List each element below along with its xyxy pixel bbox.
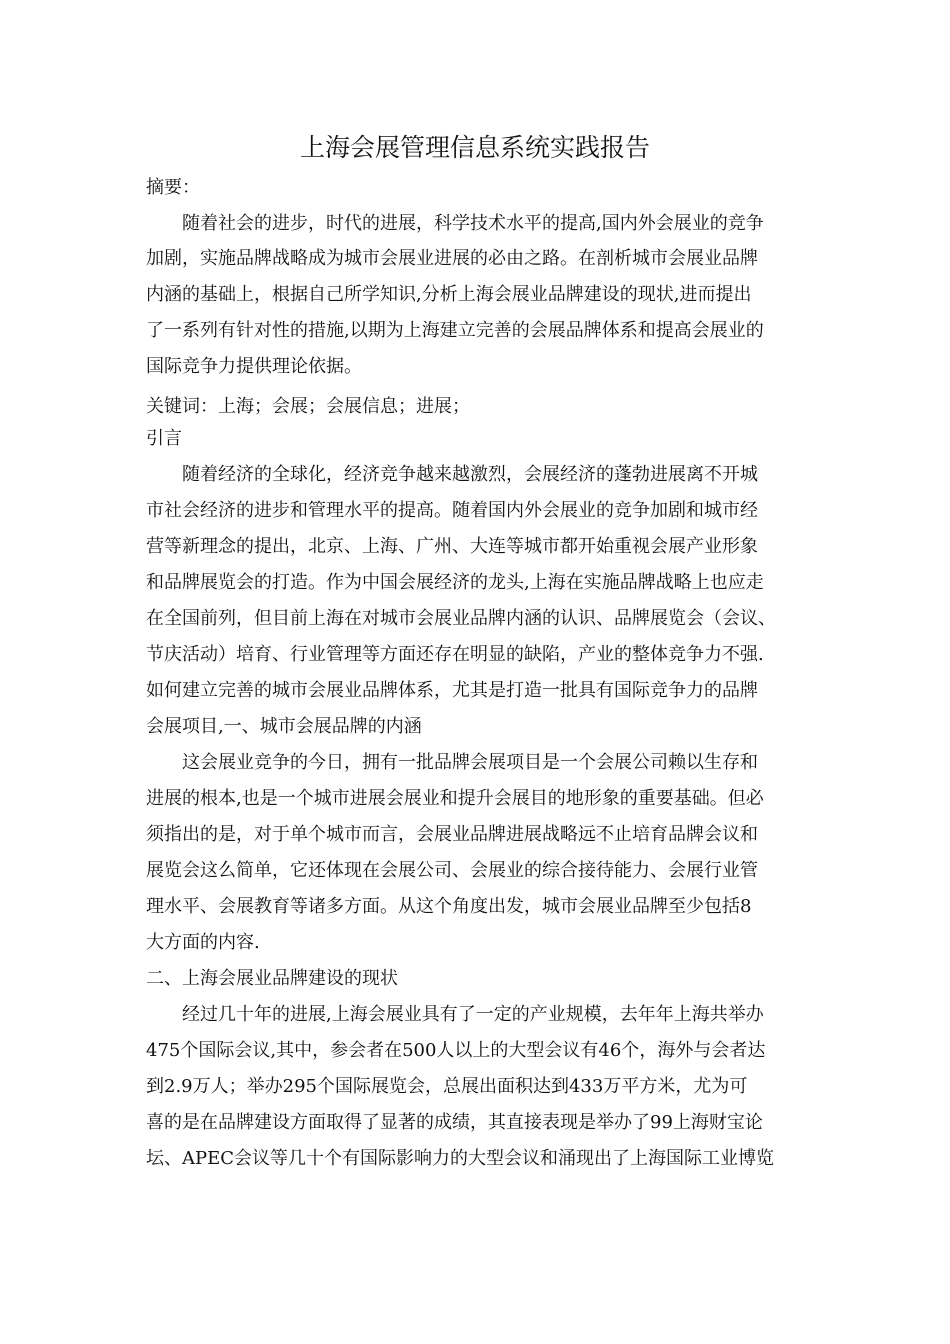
abstract-heading: 摘要： [146,177,200,198]
body-line: 如何建立完善的城市会展业品牌体系，尤其是打造一批具有国际竞争力的品牌 [146,680,758,701]
abstract-line: 国际竞争力提供理论依据。 [146,356,362,377]
body-line: 经过几十年的进展,上海会展业具有了一定的产业规模，去年年上海共举办 [182,1004,764,1025]
body-line: 到2.9万人；举办295个国际展览会，总展出面积达到433万平方米，尤为可 [146,1076,748,1097]
abstract-line: 随着社会的进步，时代的进展，科学技术水平的提高,国内外会展业的竞争 [182,213,764,234]
body-line: 市社会经济的进步和管理水平的提高。随着国内外会展业的竞争加剧和城市经 [146,500,758,521]
section-heading-status: 二、上海会展业品牌建设的现状 [146,968,398,989]
body-line: 展览会这么简单，它还体现在会展公司、会展业的综合接待能力、会展行业管 [146,860,758,881]
body-line: 须指出的是，对于单个城市而言，会展业品牌进展战略远不止培育品牌会议和 [146,824,758,845]
abstract-line: 内涵的基础上，根据自己所学知识,分析上海会展业品牌建设的现状,进而提出 [146,284,752,305]
body-line: 随着经济的全球化，经济竞争越来越激烈，会展经济的蓬勃进展离不开城 [182,464,758,485]
body-line: 坛、APEC会议等几十个有国际影响力的大型会议和涌现出了上海国际工业博览 [146,1148,775,1169]
body-line: 这会展业竞争的今日，拥有一批品牌会展项目是一个会展公司赖以生存和 [182,752,758,773]
section-heading-intro: 引言 [146,428,182,449]
body-line: 理水平、会展教育等诸多方面。从这个角度出发，城市会展业品牌至少包括8 [146,896,752,917]
body-line: 和品牌展览会的打造。作为中国会展经济的龙头,上海在实施品牌战略上也应走 [146,572,764,593]
body-line: 喜的是在品牌建设方面取得了显著的成绩，其直接表现是举办了99上海财宝论 [146,1112,763,1133]
body-line: 进展的根本,也是一个城市进展会展业和提升会展目的地形象的重要基础。但必 [146,788,764,809]
keywords-line: 关键词：上海；会展；会展信息；进展； [146,396,470,417]
body-line: 会展项目,一、城市会展品牌的内涵 [146,716,422,737]
body-line: 大方面的内容. [146,932,260,953]
abstract-line: 加剧，实施品牌战略成为城市会展业进展的必由之路。在剖析城市会展业品牌 [146,248,758,269]
body-line: 在全国前列，但目前上海在对城市会展业品牌内涵的认识、品牌展览会（会议、 [146,608,776,629]
body-line: 475个国际会议,其中，参会者在500人以上的大型会议有46个，海外与会者达 [146,1040,766,1061]
document-title: 上海会展管理信息系统实践报告 [299,133,650,162]
body-line: 营等新理念的提出，北京、上海、广州、大连等城市都开始重视会展产业形象 [146,536,758,557]
abstract-line: 了一系列有针对性的措施,以期为上海建立完善的会展品牌体系和提高会展业的 [146,320,764,341]
body-line: 节庆活动）培育、行业管理等方面还存在明显的缺陷，产业的整体竞争力不强. [146,644,764,665]
